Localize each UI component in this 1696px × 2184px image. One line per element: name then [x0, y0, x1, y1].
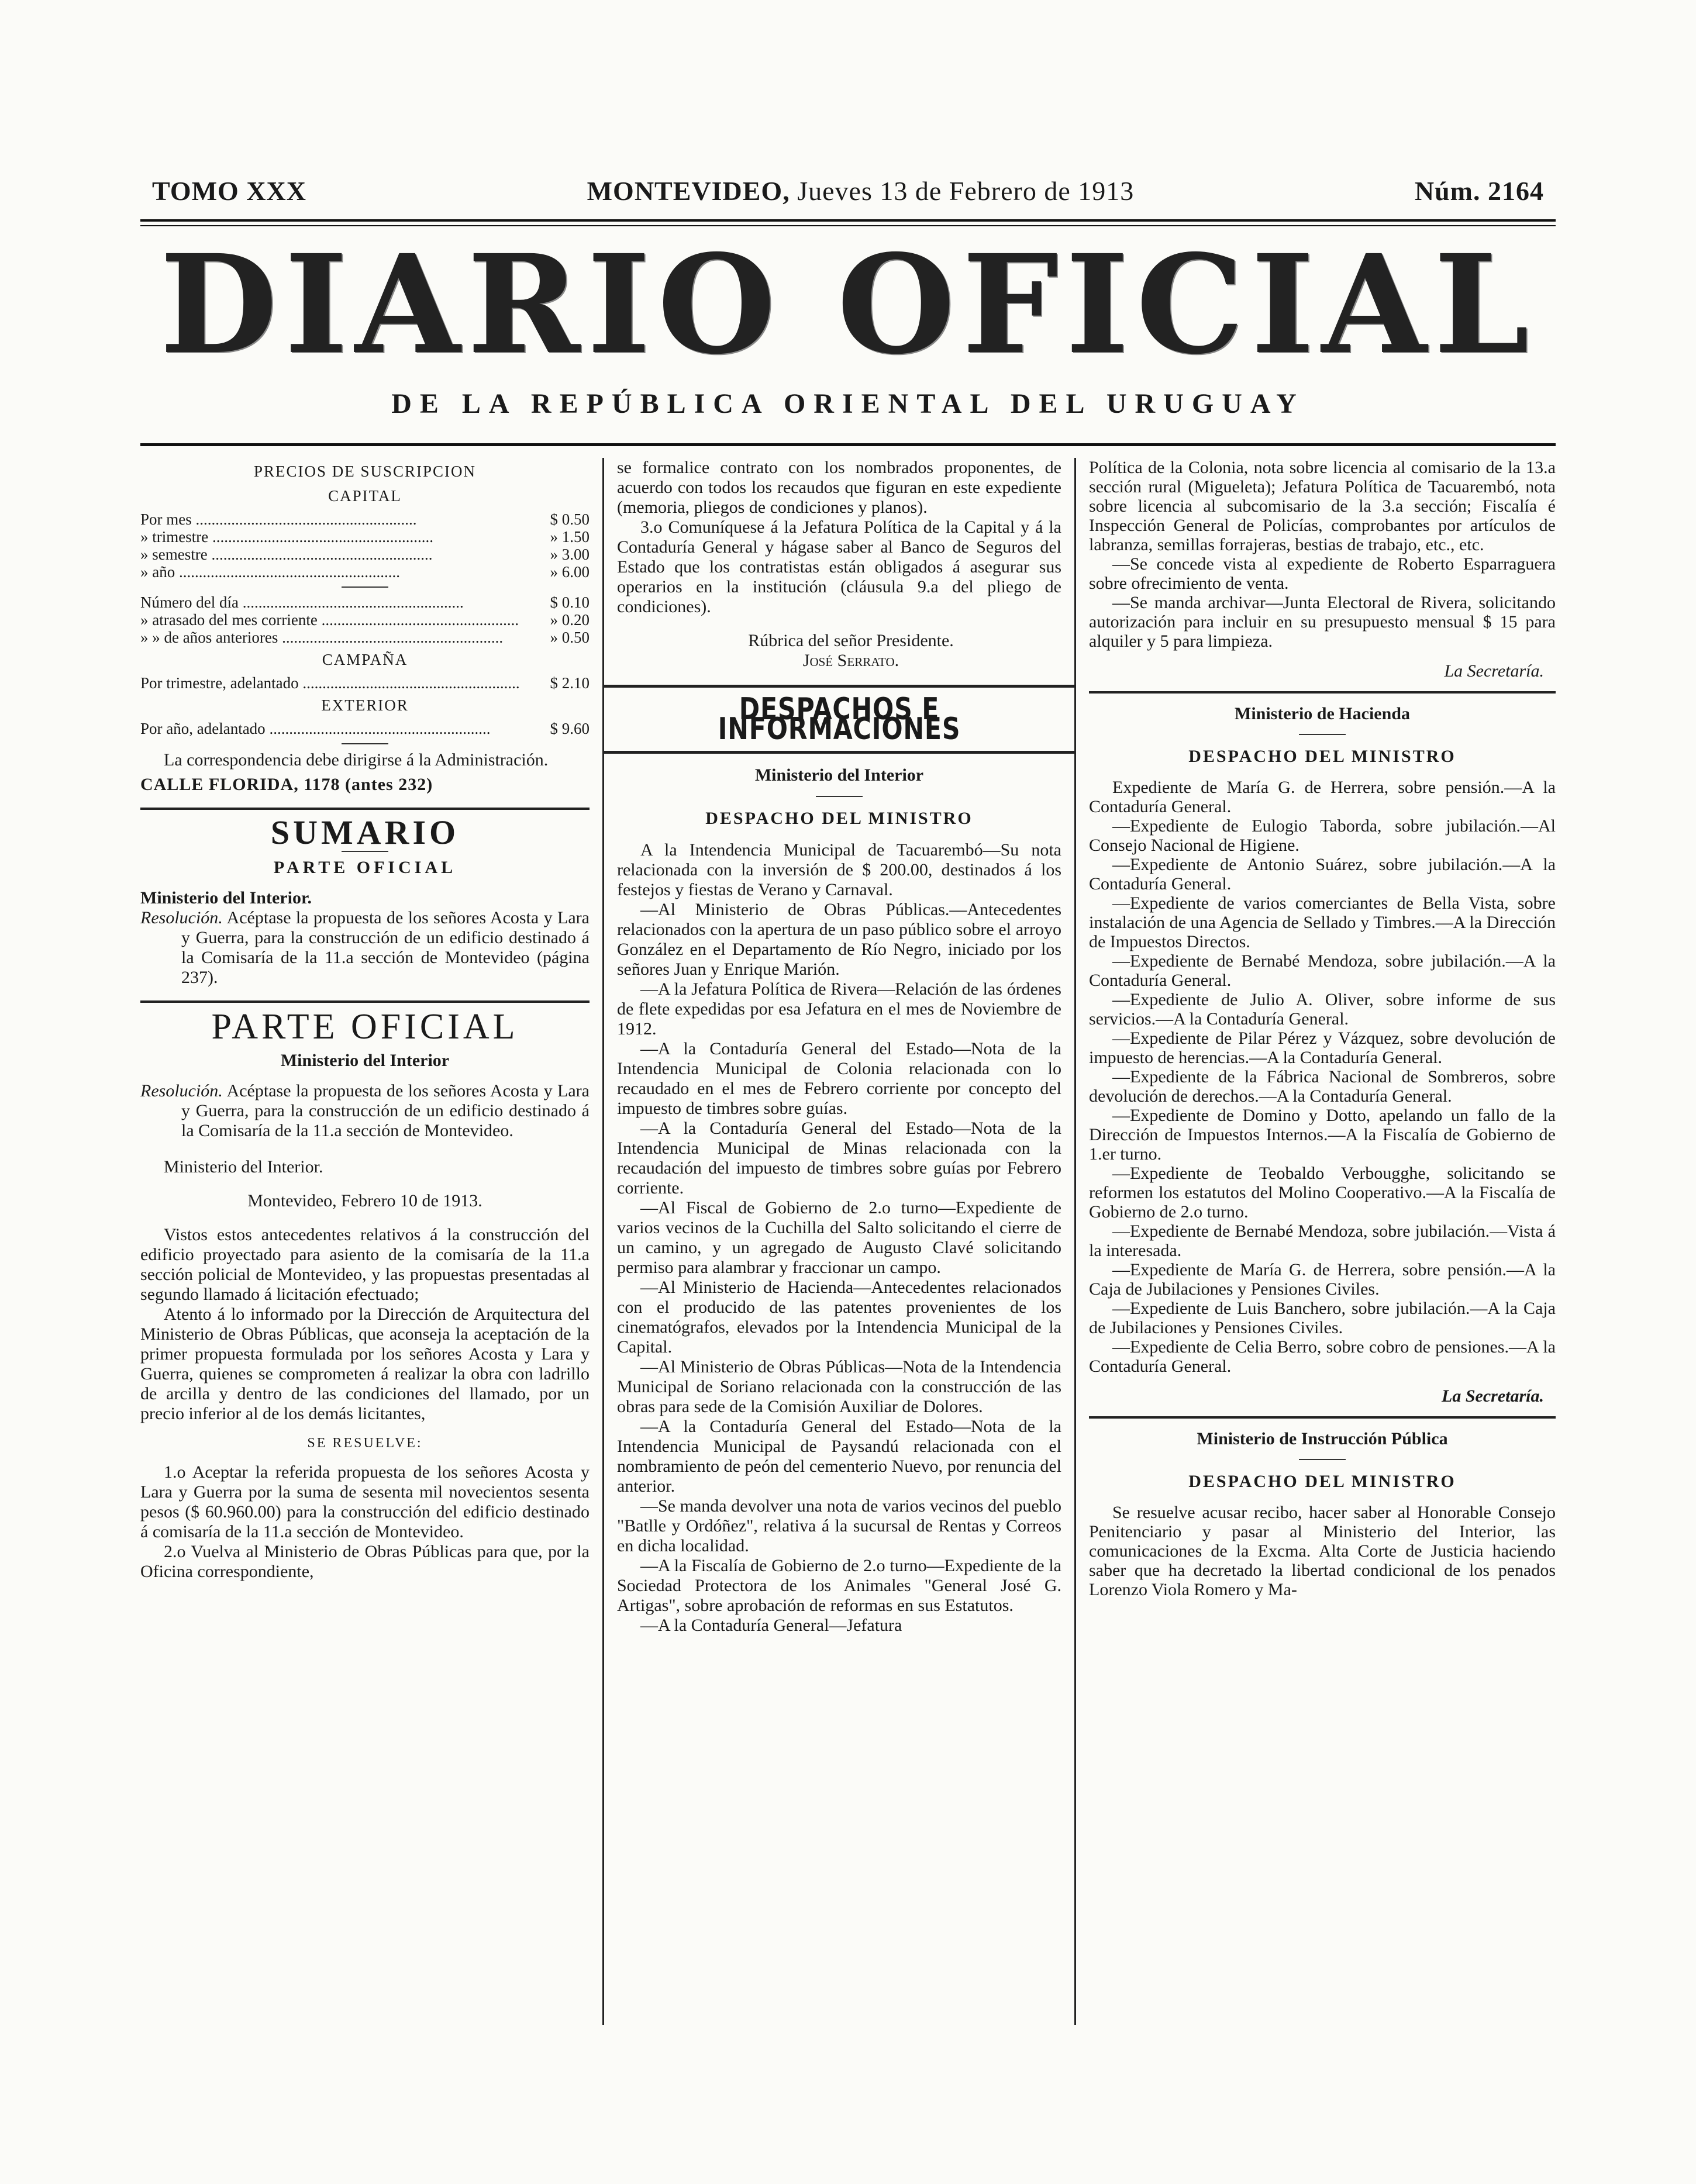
- paragraph: —Se concede vista al expediente de Roberto Esparraguera sobre ofrecimiento de venta.: [1089, 554, 1556, 593]
- paragraph: Vistos estos antecedentes relativos á la construcción del edificio proyectado para asiento de la comisaría de la 11.a sección policial de Montevideo, y las propuestas presentadas al segundo llamado á licitación efectuado;: [140, 1225, 590, 1304]
- price-row: [140, 594, 590, 611]
- resolucion-label: Resolución.: [140, 908, 223, 927]
- sumario-item-text: Acéptase la propuesta de los señores Acosta y Lara y Guerra, para la construcción de un edificio destinado á la Comisaría de la 11.a sección de Montevideo (página 237).: [181, 908, 590, 987]
- despacho-item: —A la Contaduría General del Estado—Nota de la Intendencia Municipal de Paysandú relacionada con el nombramiento de peón del cementerio Nuevo, por renuncia del anterior.: [617, 1417, 1061, 1496]
- numero-prices: [140, 594, 590, 646]
- capital-heading: CAPITAL: [328, 487, 402, 505]
- section-rule: [140, 1000, 590, 1003]
- precios-heading: PRECIOS DE SUSCRIPCION: [253, 463, 477, 480]
- despacho-item: —Expediente de varios comerciantes de Bella Vista, sobre instalación de una Agencia de Sellado y Timbres.—A la Dirección de Impuestos Directos.: [1089, 893, 1556, 951]
- parte-oficial-heading: PARTE OFICIAL: [211, 1007, 519, 1047]
- paragraph: 1.o Aceptar la referida propuesta de los señores Acosta y Lara y Guerra por la suma de sesenta mil novecientos sesenta pesos ($ 60.960.00) para la construcción del edificio destinado á comisaría de la 11.a sección de Montevideo.: [140, 1462, 590, 1541]
- despacho-item: —A la Fiscalía de Gobierno de 2.o turno—Expediente de la Sociedad Protectora de los Animales "General José G. Artigas", sobre aprobación de reformas en sus Estatutos.: [617, 1556, 1061, 1615]
- issue-number: Núm. 2164: [1414, 176, 1544, 206]
- column-1: [140, 458, 602, 2025]
- exterior-heading: EXTERIOR: [321, 696, 409, 714]
- despacho-heading: DESPACHO DEL MINISTRO: [1188, 1472, 1456, 1491]
- price-row: [140, 720, 590, 737]
- despacho-item: —Al Ministerio de Hacienda—Antecedentes relacionados con el producido de las patentes provenientes de los cinematógrafos, elevados por la Intendencia Municipal de la Capital.: [617, 1278, 1061, 1357]
- price-label: Por trimestre, adelantado .....: [140, 674, 519, 692]
- despacho-item: —Expediente de Bernabé Mendoza, sobre jubilación.—A la Contaduría General.: [1089, 951, 1556, 990]
- price-row: [140, 629, 590, 646]
- rubrica-line: Rúbrica del señor Presidente.: [748, 631, 954, 650]
- despacho-heading: DESPACHO DEL MINISTRO: [705, 809, 973, 828]
- despacho-item: —Expediente de Celia Berro, sobre cobro de pensiones.—A la Contaduría General.: [1089, 1337, 1556, 1376]
- sumario-ministerio: Ministerio del Interior.: [140, 888, 312, 908]
- price-value: $ 0.10: [550, 594, 590, 611]
- despacho-item: —Expediente de Teobaldo Verbougghe, solicitando se reformen los estatutos del Molino Cooperativo.—A la Fiscalía de Gobierno de 2.o turno.: [1089, 1164, 1556, 1222]
- despacho-item: —Expediente de Julio A. Oliver, sobre informe de sus servicios.—A la Contaduría General.: [1089, 990, 1556, 1029]
- newspaper-title: DIARIO OFICIAL: [160, 225, 1536, 384]
- price-label: » atrasado del mes corriente .....: [140, 611, 519, 629]
- despacho-item: —Expediente de Eulogio Taborda, sobre jubilación.—Al Consejo Nacional de Higiene.: [1089, 816, 1556, 855]
- newspaper-page: [140, 175, 1556, 2025]
- section-rule: [140, 808, 590, 810]
- resolution-text: Acéptase la propuesta de los señores Acosta y Lara y Guerra, para la construcción de un edificio destinado á la Comisaría de la 11.a sección de Montevideo.: [181, 1081, 590, 1140]
- section-rule: [1089, 691, 1556, 694]
- tomo-label: TOMO XXX: [152, 176, 306, 206]
- despacho-item: —A la Contaduría General—Jefatura: [640, 1616, 902, 1635]
- resolucion-label: Resolución.: [140, 1081, 223, 1100]
- price-value: » 0.20: [550, 611, 590, 629]
- paragraph: —Se manda archivar—Junta Electoral de Rivera, solicitando autorización para incluir en su presupuesto mensual $ 15 para alquiler y 5 para limpieza.: [1089, 593, 1556, 651]
- despacho-item: —A la Contaduría General del Estado—Nota de la Intendencia Municipal de Colonia relacionada con lo recaudado en el mes de Febrero corriente por concepto del impuesto de timbres sobre guías.: [617, 1039, 1061, 1118]
- masthead-top-line: [140, 175, 1556, 206]
- despacho-item: A la Intendencia Municipal de Tacuarembó—Su nota relacionada con la inversión de $ 200.00, destinados á los festejos y fiestas de Verano y Carnaval.: [617, 840, 1061, 899]
- sumario-item: [140, 908, 590, 988]
- ministerio-line: Ministerio del Interior.: [164, 1157, 323, 1176]
- section-rule: [604, 685, 1074, 688]
- divider: [342, 743, 388, 744]
- signature: La Secretaría.: [1442, 1386, 1544, 1406]
- se-resuelve: SE RESUELVE:: [307, 1436, 423, 1451]
- despacho-item: Expediente de María G. de Herrera, sobre pensión.—A la Contaduría General.: [1089, 778, 1556, 816]
- price-label: Por año, adelantado .....: [140, 720, 519, 737]
- price-label: » trimestre .....: [140, 528, 519, 546]
- price-label: Número del día .....: [140, 594, 519, 611]
- newspaper-subtitle: DE LA REPÚBLICA ORIENTAL DEL URUGUAY: [391, 388, 1305, 419]
- capital-prices: [140, 510, 590, 581]
- despacho-item: —Expediente de Luis Banchero, sobre jubilación.—A la Caja de Jubilaciones y Pensiones Civiles.: [1089, 1299, 1556, 1337]
- price-label: Por mes .....: [140, 510, 519, 528]
- paragraph: Se resuelve acusar recibo, hacer saber al Honorable Consejo Penitenciario y pasar al Ministerio del Interior, las comunicaciones de la Excma. Alta Corte de Justicia haciendo saber que ha decretado la libertad condicional de los penados Lorenzo Viola Romero y Ma-: [1089, 1503, 1556, 1599]
- city-label: MONTEVIDEO,: [587, 176, 790, 206]
- ministerio-heading: Ministerio de Instrucción Pública: [1197, 1429, 1448, 1448]
- paragraph: 2.o Vuelva al Ministerio de Obras Públicas para que, por la Oficina correspondiente,: [140, 1542, 590, 1581]
- price-value: $ 2.10: [550, 674, 590, 692]
- despacho-item: —A la Jefatura Política de Rivera—Relación de las órdenes de flete expedidas por esa Jefatura en el mes de Noviembre de 1912.: [617, 979, 1061, 1038]
- section-rule: [1089, 1416, 1556, 1419]
- price-row: [140, 546, 590, 563]
- campana-heading: CAMPAÑA: [322, 651, 408, 668]
- ministerio-heading: Ministerio del Interior: [280, 1051, 450, 1070]
- price-value: $ 9.60: [550, 720, 590, 737]
- price-value: » 0.50: [550, 629, 590, 646]
- despacho-item: —Se manda devolver una nota de varios vecinos del pueblo "Batlle y Ordóñez", relativa á la sucursal de Rentas y Correos en dicha localidad.: [617, 1496, 1061, 1555]
- price-row: [140, 528, 590, 546]
- price-row: [140, 510, 590, 528]
- price-label: » año .....: [140, 563, 519, 581]
- price-label: » » de años anteriores .....: [140, 629, 519, 646]
- paragraph: Atento á lo informado por la Dirección de Arquitectura del Ministerio de Obras Públicas, que aconseja la aceptación de la primer propuesta formulada por los señores Acosta y Lara y Guerra, quienes se comprometen á realizar la obra con ladrillo de arcilla y dentro de las condiciones del llamado, por un precio inferior al de los demás licitantes,: [140, 1305, 590, 1423]
- price-value: » 6.00: [550, 563, 590, 581]
- despacho-item: —Expediente de Bernabé Mendoza, sobre jubilación.—Vista á la interesada.: [1089, 1222, 1556, 1260]
- paragraph: se formalice contrato con los nombrados proponentes, de acuerdo con todos los recaudos que figuran en este expediente (memoria, pliegos de condiciones y planos).: [617, 458, 1061, 517]
- paragraph: Política de la Colonia, nota sobre licencia al comisario de la 13.a sección rural (Migueleta); Jefatura Política de Tacuarembó, nota sobre licencia al subcomisario de la 3.a sección; Fiscalía é Inspección General de Policías, comprobantes por artículos de labranza, semillas forrajeras, bestias de trabajo, etc., etc.: [1089, 458, 1556, 554]
- column-3: [1076, 458, 1556, 2025]
- resolution-summary: [140, 1081, 590, 1141]
- signature: La Secretaría.: [1444, 661, 1544, 681]
- despacho-item: —Expediente de Domino y Dotto, apelando un fallo de la Dirección de Impuestos Internos.—A la Fiscalía de Gobierno de 1.er turno.: [1089, 1106, 1556, 1164]
- price-label: » semestre .....: [140, 546, 519, 563]
- despachos-heading: DESPACHOS E INFORMACIONES: [718, 692, 961, 747]
- paragraph: 3.o Comuníquese á la Jefatura Política de la Capital y á la Contaduría General y hágase saber al Banco de Seguros del Estado que los contratistas están obligados á asegurar sus operarios en la institución (cláusula 9.a del pliego de condiciones).: [617, 517, 1061, 616]
- despacho-item: —Al Ministerio de Obras Públicas—Nota de la Intendencia Municipal de Soriano relacionada con la construcción de las obras para sede de la Comisión Auxiliar de Dolores.: [617, 1357, 1061, 1416]
- price-value: » 3.00: [550, 546, 590, 563]
- despacho-item: —Expediente de María G. de Herrera, sobre pensión.—A la Caja de Jubilaciones y Pensiones Civiles.: [1089, 1260, 1556, 1299]
- despacho-item: —Expediente de la Fábrica Nacional de Sombreros, sobre devolución de derechos.—A la Contaduría General.: [1089, 1067, 1556, 1106]
- divider: [342, 586, 388, 588]
- date-label: Jueves 13 de Febrero de 1913: [797, 176, 1135, 206]
- address-line: CALLE FLORIDA, 1178 (antes 232): [140, 775, 433, 794]
- ministerio-heading: Ministerio de Hacienda: [1235, 704, 1410, 723]
- date-line: [587, 175, 1135, 206]
- ministerio-heading: Ministerio del Interior: [754, 765, 924, 785]
- sumario-parte-oficial: PARTE OFICIAL: [273, 858, 457, 877]
- divider: [1299, 734, 1346, 735]
- section-rule: [604, 751, 1074, 754]
- correspondencia-note: La correspondencia debe dirigirse á la Administración.: [164, 750, 549, 770]
- despacho-item: —Al Ministerio de Obras Públicas.—Antecedentes relacionados con la apertura de un paso público sobre el arroyo González en el Departamento de Río Negro, iniciado por los señores Juan y Enrique Marión.: [617, 900, 1061, 979]
- despacho-item: —Expediente de Pilar Pérez y Vázquez, sobre devolución de impuesto de herencias.—A la Contaduría General.: [1089, 1029, 1556, 1067]
- sumario-heading: SUMARIO: [270, 813, 460, 851]
- despacho-item: —Al Fiscal de Gobierno de 2.o turno—Expediente de varios vecinos de la Cuchilla del Salto solicitando el cierre de un camino, y un agregado de Augusto Clavé solicitando permiso para alambrar y fraccionar un campo.: [617, 1198, 1061, 1277]
- despacho-heading: DESPACHO DEL MINISTRO: [1188, 747, 1456, 766]
- price-row: [140, 563, 590, 581]
- fecha-line: Montevideo, Febrero 10 de 1913.: [247, 1191, 482, 1210]
- divider: [816, 796, 863, 797]
- header-rule: [140, 443, 1556, 446]
- price-row: [140, 674, 590, 692]
- despacho-item: —Expediente de Antonio Suárez, sobre jubilación.—A la Contaduría General.: [1089, 855, 1556, 893]
- firma-line: José Serrato.: [802, 651, 899, 670]
- column-2: [602, 458, 1076, 2025]
- divider: [1299, 1459, 1346, 1460]
- columns: [140, 458, 1556, 2025]
- price-value: $ 0.50: [550, 510, 590, 528]
- price-value: » 1.50: [550, 528, 590, 546]
- despacho-item: —A la Contaduría General del Estado—Nota de la Intendencia Municipal de Minas relacionada con la recaudación del impuesto de timbres sobre guías por Febrero corriente.: [617, 1119, 1061, 1198]
- price-row: [140, 611, 590, 629]
